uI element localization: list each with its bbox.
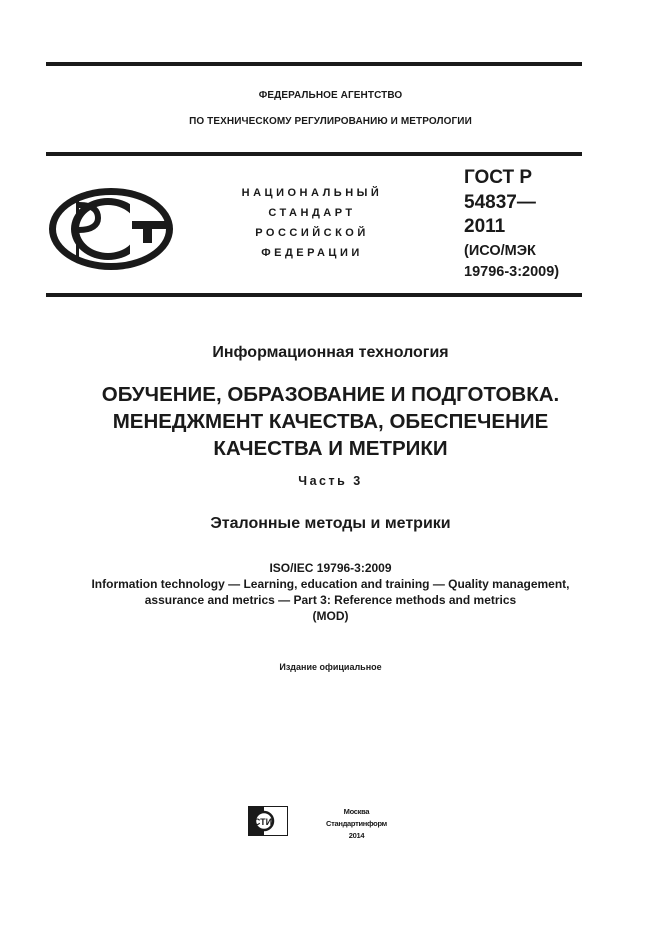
header-rule <box>46 152 582 156</box>
rst-logo <box>46 185 176 273</box>
edition-label: Издание официальное <box>279 662 382 672</box>
publisher-info <box>326 806 387 842</box>
publisher-logo <box>248 806 288 836</box>
international-code: ISO/IEC 19796-3:2009 <box>269 561 392 575</box>
part-name: Эталонные методы и метрики <box>210 515 451 532</box>
document-title-line1: ОБУЧЕНИЕ, ОБРАЗОВАНИЕ И ПОДГОТОВКА. <box>101 383 560 406</box>
publisher-logo-text: СТИ <box>253 817 273 827</box>
publication-year: 2014 <box>348 831 365 840</box>
document-subtitle: Информационная технология <box>212 344 449 361</box>
standartinform-logo-icon <box>248 806 288 836</box>
international-title-line1: Information technology — Learning, education and training — Quality management, <box>91 577 570 591</box>
standard-type-line3: РОССИЙСКОЙ <box>255 227 369 239</box>
top-rule <box>46 62 582 66</box>
standard-type-line2: СТАНДАРТ <box>268 207 356 219</box>
international-title-line2: assurance and metrics — Part 3: Reference methods and metrics <box>144 593 517 607</box>
rst-certification-mark-icon <box>46 185 176 273</box>
international-title-line3: (MOD) <box>312 609 349 623</box>
agency-name-line1: ФЕДЕРАЛЬНОЕ АГЕНТСТВО <box>258 90 403 101</box>
designation-line5: 19796-3:2009) <box>464 263 560 280</box>
standard-type-line1: НАЦИОНАЛЬНЫЙ <box>241 187 383 199</box>
document-title-line2: МЕНЕДЖМЕНТ КАЧЕСТВА, ОБЕСПЕЧЕНИЕ <box>112 410 549 433</box>
designation-line2: 54837— <box>464 191 536 213</box>
publisher-city: Москва <box>343 807 370 816</box>
part-number: Часть 3 <box>298 474 363 488</box>
designation-rule <box>46 293 582 297</box>
publisher-name: Стандартинформ <box>326 819 387 828</box>
document-title-line3: КАЧЕСТВА И МЕТРИКИ <box>213 437 448 460</box>
designation-line3: 2011 <box>464 216 506 237</box>
designation-line4: (ИСО/МЭК <box>464 242 536 259</box>
standard-designation <box>464 166 559 282</box>
standard-type-line4: ФЕДЕРАЦИИ <box>261 247 363 259</box>
agency-name-line2: ПО ТЕХНИЧЕСКОМУ РЕГУЛИРОВАНИЮ И МЕТРОЛОГИИ <box>189 116 472 127</box>
designation-line1: ГОСТ Р <box>464 167 533 188</box>
